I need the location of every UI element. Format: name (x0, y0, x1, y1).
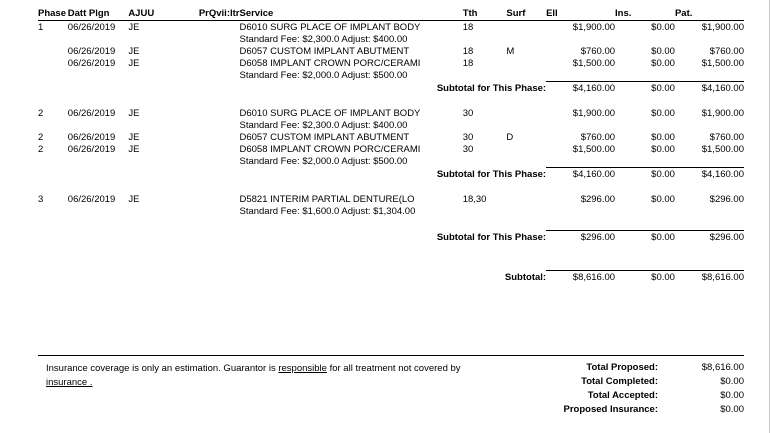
cell-phase (38, 45, 68, 57)
cell-provider: JE (128, 194, 140, 205)
subtotal-ins: $0.00 (615, 168, 675, 181)
table-row (38, 107, 744, 119)
subtotal-ins: $0.00 (615, 231, 675, 244)
grand-subtotal-label: Subtotal: (504, 271, 547, 283)
column-header-fee: Ell (546, 8, 615, 21)
cell-fee: $296.00 (580, 194, 616, 205)
cell-tth: 18 (462, 22, 474, 33)
proposed-insurance-value: $0.00 (720, 404, 744, 415)
table-row (38, 131, 744, 143)
cell-provider: JE (128, 144, 140, 155)
cell-note: Standard Fee: $1,600.0 Adjust: $1,304.00 (239, 206, 416, 217)
cell-surf: M (506, 46, 515, 57)
table-row (38, 21, 744, 34)
cell-service: D6057 CUSTOM IMPLANT ABUTMENT (239, 132, 410, 143)
cell-service: D6057 CUSTOM IMPLANT ABUTMENT (239, 46, 410, 57)
totals-row (470, 404, 744, 418)
total-proposed-label: Total Proposed: (586, 362, 658, 373)
cell-service: D5821 INTERIM PARTIAL DENTURE(LO (239, 194, 415, 205)
subtotal-pat: $296.00 (675, 231, 744, 244)
treatment-plan-table (38, 8, 744, 283)
total-completed-label: Total Completed: (581, 376, 658, 387)
row-spacer (38, 180, 744, 193)
cell-pat: $296.00 (709, 194, 744, 205)
column-header-tth: Tth (463, 8, 507, 21)
cell-ins: $0.00 (651, 132, 675, 143)
cell-phase: 2 (38, 144, 44, 155)
table-row (38, 193, 744, 205)
column-header-provider (128, 8, 239, 21)
cell-provider: JE (128, 46, 140, 57)
cell-fee: $1,900.00 (572, 22, 616, 33)
cell-fee: $1,500.00 (572, 144, 616, 155)
subtotal-fee: $4,160.00 (546, 82, 615, 95)
table-row (38, 45, 744, 57)
cell-phase: 1 (38, 22, 44, 33)
cell-service: D6058 IMPLANT CROWN PORC/CERAMI (239, 144, 421, 155)
column-header-provider-label: PrQvii:ltr (198, 8, 240, 19)
total-accepted-label: Total Accepted: (587, 390, 658, 401)
cell-tth: 30 (462, 132, 474, 143)
cell-note: Standard Fee: $2,300.0 Adjust: $400.00 (239, 120, 408, 131)
total-completed-value: $0.00 (720, 376, 744, 387)
totals-row (470, 362, 744, 376)
cell-surf (506, 21, 546, 34)
subtotal-label: Subtotal for This Phase: (436, 231, 547, 243)
phase-subtotal-row (38, 168, 744, 181)
cell-pat: $760.00 (709, 46, 744, 57)
total-accepted-value: $0.00 (720, 390, 744, 401)
cell-surf (506, 143, 546, 155)
footer-divider (38, 355, 744, 356)
insurance-disclaimer (46, 362, 506, 390)
cell-note: Standard Fee: $2,000.0 Adjust: $500.00 (239, 156, 408, 167)
table-note-row (38, 69, 744, 82)
row-spacer (38, 94, 744, 107)
table-row (38, 143, 744, 155)
cell-pat: $760.00 (709, 132, 744, 143)
column-header-pat: Pat. (675, 8, 744, 21)
cell-date: 06/26/2019 (67, 108, 116, 119)
cell-pat: $1,900.00 (701, 22, 744, 33)
cell-ins: $0.00 (651, 46, 675, 57)
cell-pat: $1,500.00 (701, 144, 744, 155)
grand-subtotal-ins: $0.00 (615, 271, 675, 284)
totals-row (470, 390, 744, 404)
cell-note: Standard Fee: $2,000.0 Adjust: $500.00 (239, 70, 408, 81)
totals-row (470, 376, 744, 390)
cell-date: 06/26/2019 (67, 22, 116, 33)
table-note-row (38, 155, 744, 168)
disclaimer-text-part2: for all treatment not covered by (326, 363, 461, 374)
table-body (38, 21, 744, 284)
proposed-insurance-label: Proposed Insurance: (563, 404, 658, 415)
subtotal-pat: $4,160.00 (675, 168, 744, 181)
column-header-date: Datt Plgn (68, 8, 129, 21)
cell-tth: 18 (462, 46, 474, 57)
disclaimer-text-part1: Insurance coverage is only an estimation. Guarantor is (46, 363, 279, 374)
grand-subtotal-pat: $8,616.00 (675, 271, 744, 284)
cell-provider: JE (128, 108, 140, 119)
cell-service: D6058 IMPLANT CROWN PORC/CERAMI (239, 58, 421, 69)
cell-phase: 2 (38, 108, 44, 119)
cell-phase: 3 (38, 194, 44, 205)
cell-ins: $0.00 (651, 144, 675, 155)
column-header-ajuu: AJUU (128, 8, 155, 19)
disclaimer-text-underlined: responsible (278, 363, 327, 374)
grand-subtotal-row (38, 271, 744, 284)
cell-fee: $760.00 (580, 132, 616, 143)
subtotal-ins: $0.00 (615, 82, 675, 95)
cell-phase: 2 (38, 132, 44, 143)
cell-surf (506, 107, 546, 119)
total-proposed-value: $8,616.00 (701, 362, 744, 373)
table-header-row (38, 8, 744, 21)
subtotal-label: Subtotal for This Phase: (436, 82, 547, 94)
cell-ins: $0.00 (651, 22, 675, 33)
column-header-ins: Ins. (615, 8, 675, 21)
phase-subtotal-row (38, 82, 744, 95)
row-spacer (38, 217, 744, 231)
column-header-surf: Surf (506, 8, 546, 21)
cell-date: 06/26/2019 (67, 132, 116, 143)
cell-provider: JE (128, 22, 140, 33)
table-note-row (38, 33, 744, 45)
cell-date: 06/26/2019 (67, 58, 116, 69)
cell-ins: $0.00 (651, 58, 675, 69)
cell-date: 06/26/2019 (67, 144, 116, 155)
cell-surf (506, 57, 546, 69)
totals-summary (470, 362, 744, 418)
cell-fee: $1,900.00 (572, 108, 616, 119)
cell-provider: JE (128, 58, 140, 69)
disclaimer-text-line2: insurance . (46, 377, 93, 388)
cell-service: D6010 SURG PLACE OF IMPLANT BODY (239, 22, 421, 33)
subtotal-fee: $296.00 (546, 231, 615, 244)
cell-phase (38, 57, 68, 69)
cell-surf (506, 193, 546, 205)
table-row (38, 57, 744, 69)
phase-subtotal-row (38, 231, 744, 244)
cell-service: D6010 SURG PLACE OF IMPLANT BODY (239, 108, 421, 119)
cell-tth: 30 (462, 144, 474, 155)
cell-date: 06/26/2019 (67, 194, 116, 205)
cell-tth: 18,30 (462, 194, 487, 205)
cell-tth: 30 (462, 108, 474, 119)
cell-fee: $1,500.00 (572, 58, 616, 69)
column-header-phase: Phase (38, 8, 66, 19)
table-note-row (38, 119, 744, 131)
cell-ins: $0.00 (651, 108, 675, 119)
subtotal-fee: $4,160.00 (546, 168, 615, 181)
table-note-row (38, 205, 744, 217)
column-header-service: Service (239, 8, 462, 21)
cell-fee: $760.00 (580, 46, 616, 57)
cell-pat: $1,500.00 (701, 58, 744, 69)
cell-date: 06/26/2019 (67, 46, 116, 57)
cell-provider: JE (128, 132, 140, 143)
cell-note: Standard Fee: $2,300.0 Adjust: $400.00 (239, 34, 408, 45)
cell-tth: 18 (462, 58, 474, 69)
cell-ins: $0.00 (651, 194, 675, 205)
grand-subtotal-fee: $8,616.00 (546, 271, 615, 284)
subtotal-label: Subtotal for This Phase: (436, 168, 547, 180)
cell-surf: D (506, 132, 514, 143)
subtotal-pat: $4,160.00 (675, 82, 744, 95)
row-spacer (38, 243, 744, 271)
cell-pat: $1,900.00 (701, 108, 744, 119)
